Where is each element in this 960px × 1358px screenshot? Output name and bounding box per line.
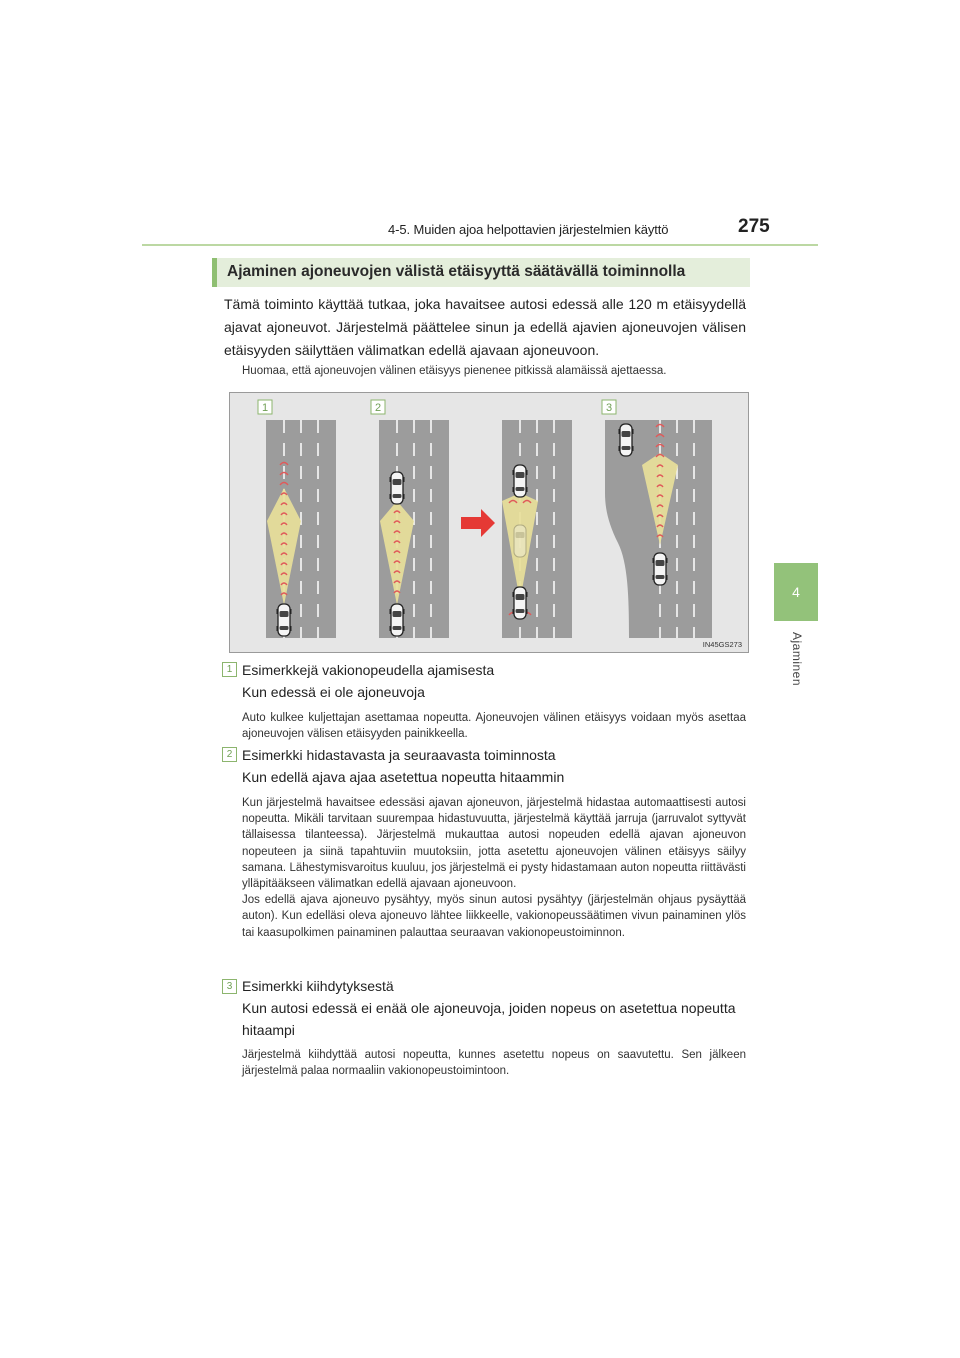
- transition-arrow: [461, 509, 495, 537]
- item-1-title: [242, 659, 748, 703]
- figure-code: IN45GS273: [702, 640, 742, 649]
- chapter-tab: [774, 563, 818, 621]
- item-2-title-line2: Kun edellä ajava ajaa asetettua nopeutta hitaammin: [242, 769, 565, 785]
- chapter-number: 4: [792, 584, 800, 600]
- running-header: 4-5. Muiden ajoa helpottavien järjestelmien käyttö: [388, 222, 669, 237]
- own-car-3: [653, 553, 668, 585]
- item-number-3: 3: [222, 979, 237, 994]
- own-car-2: [390, 604, 405, 636]
- lead-car-2b: [513, 465, 528, 497]
- intro-paragraph: Tämä toiminto käyttää tutkaa, joka havaitsee autosi edessä alle 120 m etäisyydellä ajavat ajoneuvot. Järjestelmä päättelee sinun ja edellä ajavien ajoneuvojen välisen etäisyyden säilyttäen välimatkan edellä ajavaan ajoneuvoon.: [224, 296, 746, 358]
- section-title: Ajaminen ajoneuvojen välistä etäisyyttä säätävällä toiminnolla: [227, 263, 686, 280]
- chapter-label: Ajaminen: [790, 632, 804, 687]
- item-2-body: [242, 795, 746, 941]
- lead-car-2: [390, 472, 405, 504]
- item-1-body: Auto kulkee kuljettajan asettamaa nopeutta. Ajoneuvojen välinen etäisyys voidaan myös asettaa ajoneuvojen välisen etäisyyden painikkeella.: [242, 712, 746, 741]
- ghost-car-2b: [514, 525, 526, 557]
- callout-3: [602, 400, 616, 414]
- page-number: 275: [738, 216, 770, 237]
- item-number-2: 2: [222, 747, 237, 762]
- item-3-body: Järjestelmä kiihdyttää autosi nopeutta, kunnes asetettu nopeus on saavutettu. Sen jälkeen järjestelmä palaa normaaliin vakionopeustoimintoon.: [242, 1049, 746, 1078]
- own-car-2b: [513, 587, 528, 619]
- road-scenario-3: [605, 420, 712, 638]
- header-divider: [142, 244, 818, 246]
- item-3-title: [242, 975, 748, 1041]
- own-car-1: [277, 604, 292, 636]
- item-2-title: [242, 744, 748, 788]
- item-number-1: 1: [222, 662, 237, 677]
- callout-1: [258, 400, 272, 414]
- road-scenario-2: [379, 420, 449, 638]
- merged-car-3: [619, 424, 634, 456]
- item-1-title-line2: Kun edessä ei ole ajoneuvoja: [242, 684, 425, 700]
- callout-2: [371, 400, 385, 414]
- svg-text:3: 3: [605, 402, 613, 414]
- illustration-svg: [230, 393, 748, 652]
- svg-text:1: 1: [261, 402, 269, 414]
- item-1-title-line1: Esimerkkejä vakionopeudella ajamisesta: [242, 662, 495, 678]
- item-3-title-line1: Esimerkki kiihdytyksestä: [242, 978, 394, 994]
- road-scenario-2-following: [502, 420, 572, 638]
- note-text: Huomaa, että ajoneuvojen välinen etäisyys pienenee pitkissä alamäissä ajettaessa.: [242, 365, 667, 377]
- item-3-title-line2: Kun autosi edessä ei enää ole ajoneuvoja, joiden nopeus on asetettua nopeutta hitaampi: [242, 1000, 736, 1038]
- item-2-body-paragraph-2: Jos edellä ajava ajoneuvo pysähtyy, myös sinun autosi pysähtyy (järjestelmän ohjaus pysäyttää auton). Kun edelläsi oleva ajoneuvo lähtee liikkeelle, vakionopeussäätimen vivun painaminen ylös tai kaasupolkimen painaminen palauttaa seuraavan vakionopeustoiminnon.: [242, 894, 746, 939]
- section-banner: [212, 258, 750, 287]
- item-2-body-paragraph-1: Kun järjestelmä havaitsee edessäsi ajavan ajoneuvon, järjestelmä hidastaa automaattisesti autosi nopeutta. Mikäli tarvitaan suurempaa hidastuvuutta, järjestelmä käyttää jarruja (jarruvalot syttyvät tällaisessa tilanteessa). Järjestelmä mukauttaa autosi nopeuden edellä ajavan ajoneuvon nopeuteen ja siinä tapahtuviin muutoksiin, jotta asetettu ajoneuvojen välinen etäisyys säilyy samana. Lähestymisvaroitus kuuluu, jos järjestelmä ei pysty hidastamaan auton nopeutta riittävästi ylläpitääkseen välimatkan edellä ajavaan ajoneuvoon.: [242, 797, 746, 891]
- radar-cruise-illustration: [229, 392, 749, 653]
- road-scenario-1: [266, 420, 336, 638]
- svg-text:2: 2: [374, 402, 382, 414]
- item-2-title-line1: Esimerkki hidastavasta ja seuraavasta toiminnosta: [242, 747, 556, 763]
